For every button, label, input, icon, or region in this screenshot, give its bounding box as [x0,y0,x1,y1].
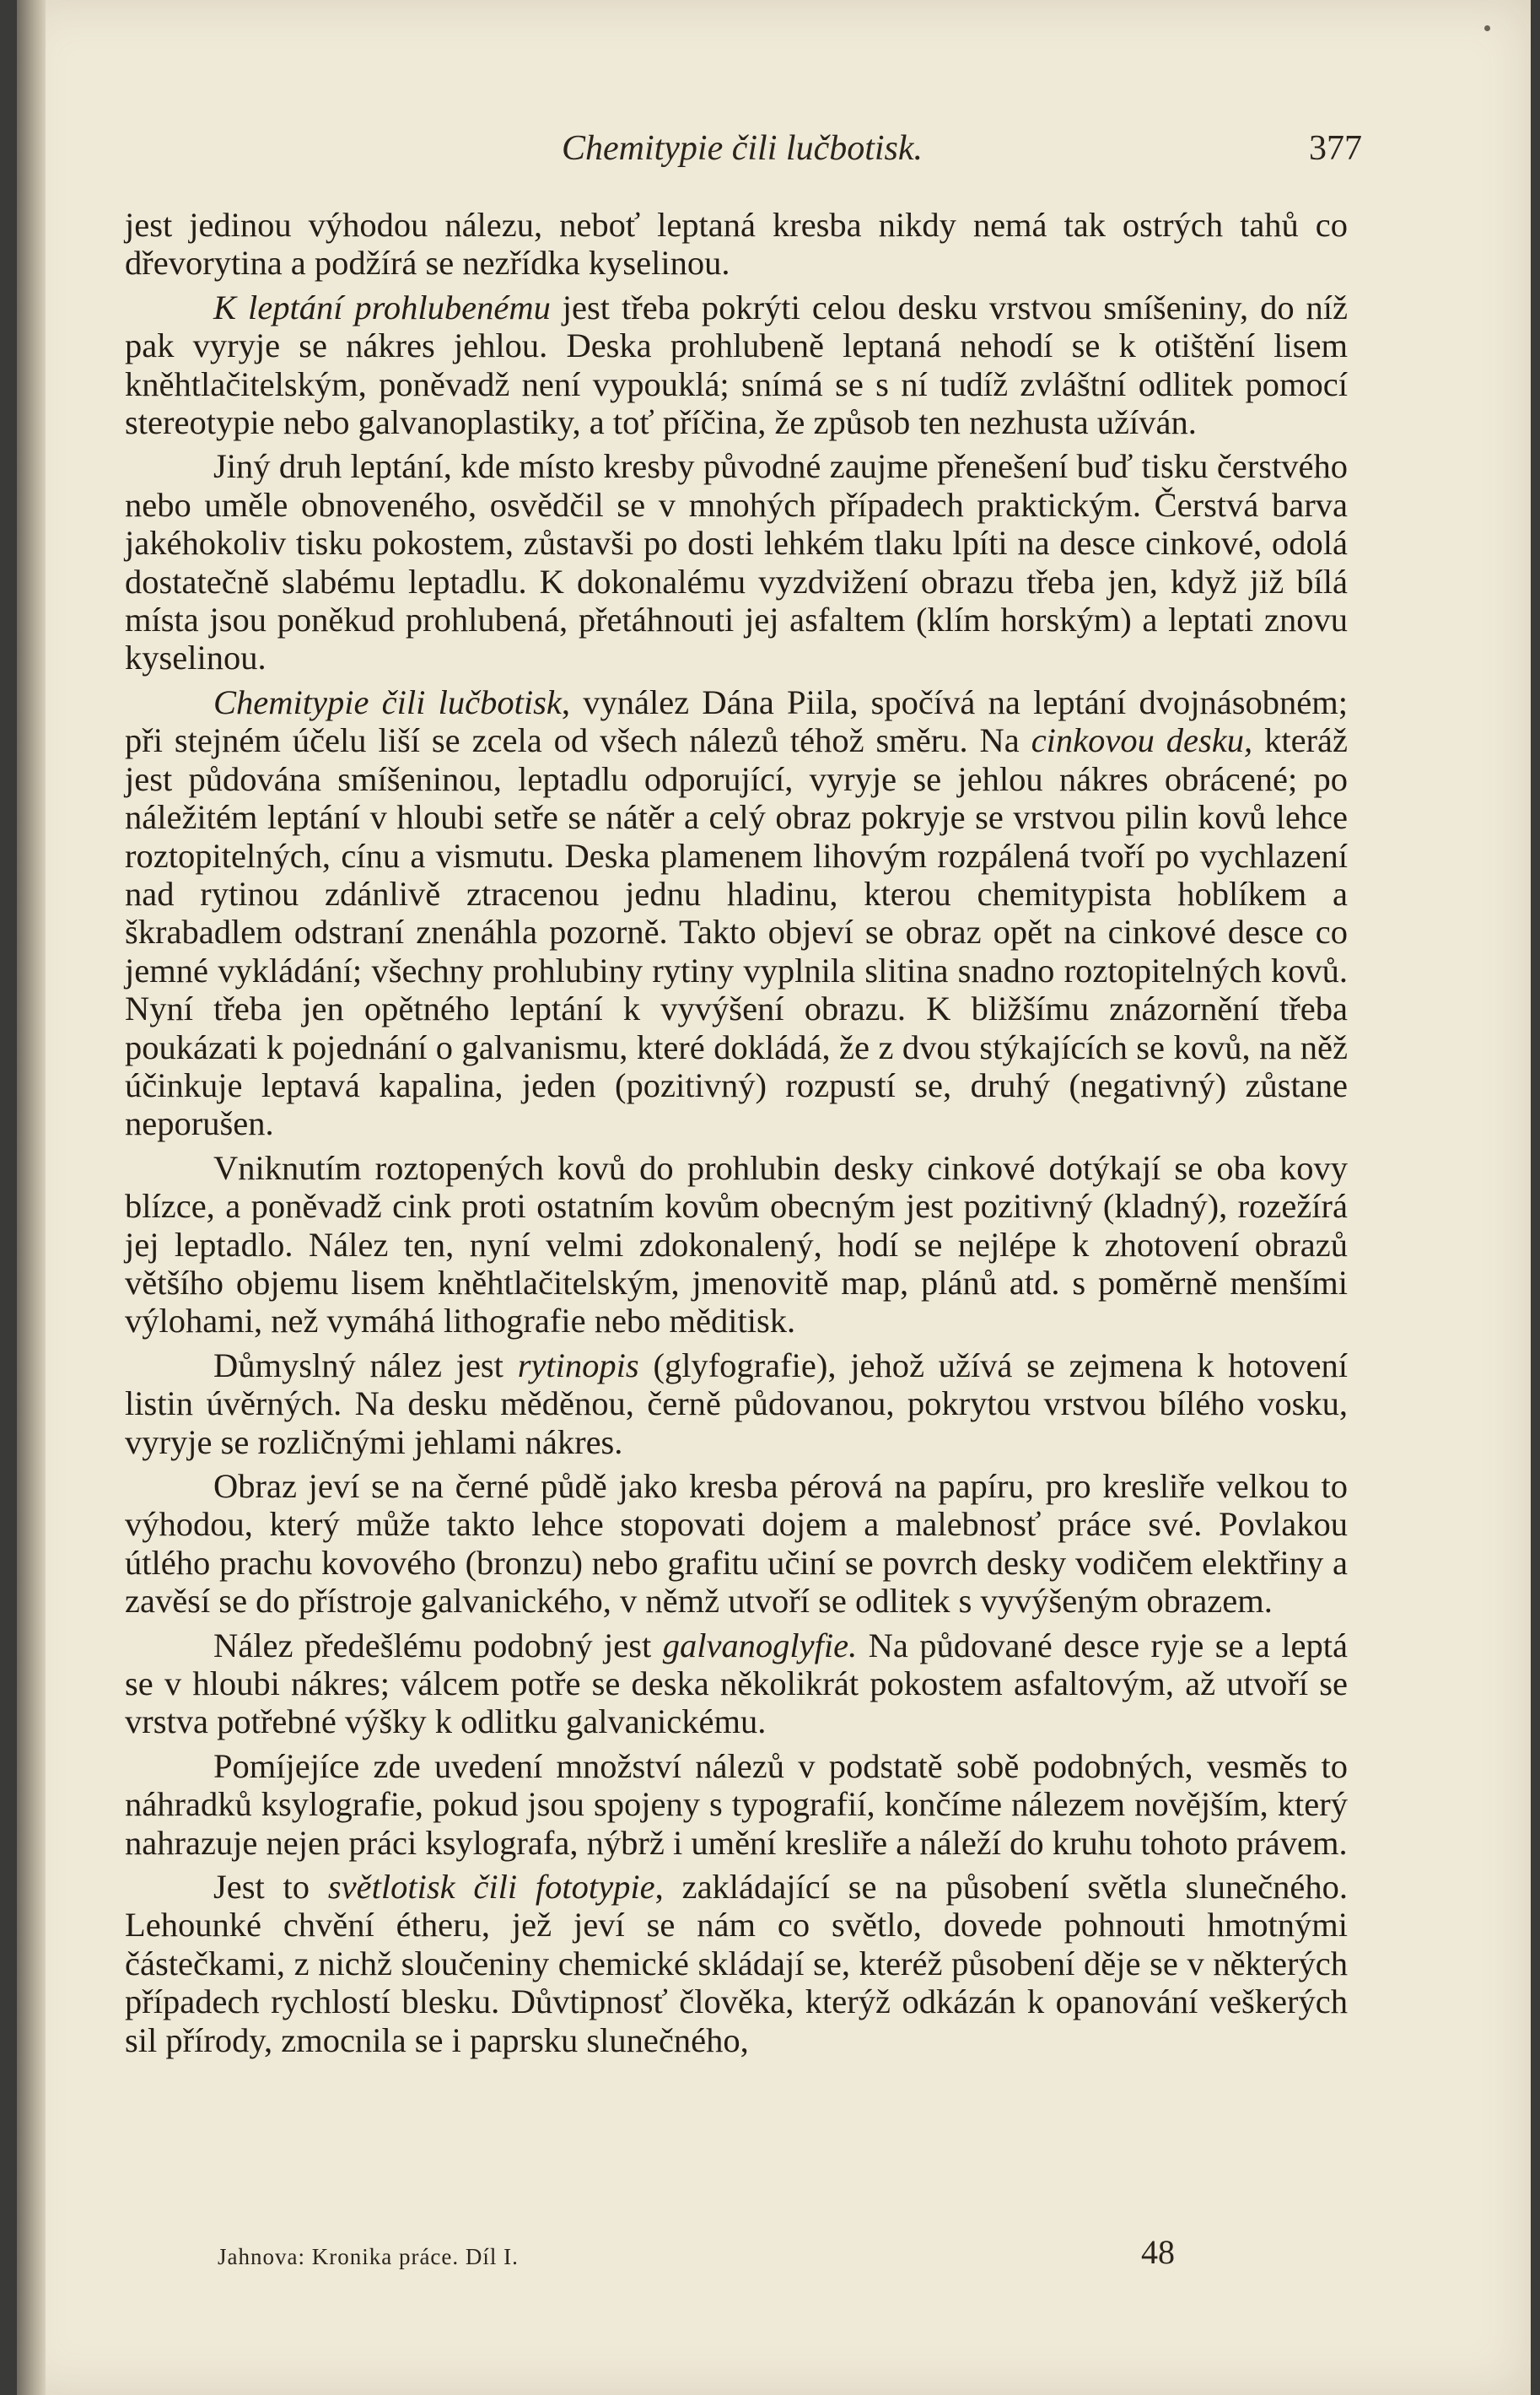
text-run: Jest to [213,1868,328,1907]
text-run: Na půdované desce ryje se a leptá se v hloubi nákres; válcem potře se deska několikrát pokostem asfaltovým, až utvoří se vrstva potřebné výšky k odlitku galvanickému. [125,1626,1349,1741]
binding-gutter [17,0,46,2395]
text-run: jest třeba pokrýti celou desku vrstvou smíšeniny, do níž pak vyryje se nákres jehlou. Deska prohlubeně leptaná nehodí se k otištění lisem kněhtlačitelským, poněvadž není vypouklá; snímá se s ní tudíž zvláštní odlitek pomocí stereotypie nebo galvanoplastiky, a toť příčina, že způsob ten nezhusta užíván. [125,288,1348,442]
signature-mark: 48 [1141,2233,1175,2271]
italic-term: rytinopis [517,1346,639,1384]
paragraph [125,1626,1348,1741]
text-run: Nález předešlému podobný jest [213,1626,663,1664]
paragraph [125,289,1348,442]
body-text [125,206,1348,2065]
paragraph [125,1868,1348,2059]
text-run: kteráž jest půdována smíšeninou, leptadlu odporující, vyryje se jehlou nákres obrácené; po náležitém leptání v hloubi setře se nátěr a celý obraz pokryje se vrstvou pilin kovů lehce roztopitelných, cínu a vismutu. Deska plamenem lihovým rozpálená tvoří po vychlazení nad rytinou zdánlivě ztracenou jednu hladinu, kterou chemitypista hoblíkem a škrabadlem odstraní znenáhla pozorně. Takto objeví se obraz opět na cinkové desce co jemné vykládání; všechny prohlubiny rytiny vyplnila slitina snadno roztopitelných kovů. Nyní třeba jen opětného leptání k vyvýšení obrazu. K bližšímu znázornění třeba poukázati k pojednání o galvanismu, které dokládá, že z dvou stýkajících se kovů, na něž účinkuje leptavá kapalina, jeden (pozitivný) rozpustí se, druhý (negativný) zůstane neporušen. [125,721,1348,1143]
text-run: jest jedinou výhodou nálezu, neboť leptaná kresba nikdy nemá tak ostrých tahů co dřevorytina a podžírá se nezřídka kyselinou. [125,206,1348,283]
paragraph [125,1467,1348,1621]
italic-term: Chemitypie čili lučbotisk [213,682,562,721]
paragraph [125,206,1348,283]
italic-term: cinkovou desku, [1031,721,1253,760]
paragraph [125,683,1348,1143]
running-title: Chemitypie čili lučbotisk. [561,129,923,168]
paragraph [125,1747,1348,1862]
book-page [17,0,1531,2395]
italic-term: světlotisk čili fototypie [327,1868,655,1907]
text-run: Vniknutím roztopených kovů do prohlubin desky cinkové dotýkají se oba kovy blízce, a poněvadž cink proti ostatním kovům obecným jest pozitivný (kladný), rozežírá jej leptadlo. Nález ten, nyní velmi zdokonalený, hodí se nejlépe k zhotovení obrazů většího objemu lisem kněhtlačitelským, jmenovitě map, plánů atd. s poměrně menšími výlohami, než vymáhá lithografie nebo měditisk. [125,1148,1348,1340]
text-run: Důmyslný nález jest [213,1346,518,1384]
text-run: Obraz jeví se na černé půdě jako kresba pérová na papíru, pro kresliře velkou to výhodou, který může takto lehce stopovati dojem a malebnosť práce své. Povlakou útlého prachu kovového (bronzu) nebo grafitu učiní se povrch desky vodičem elektřiny a zavěsí se do přístroje galvanického, v němž utvoří se odlitek s vyvýšeným obrazem. [125,1467,1348,1621]
text-run: Pomíjejíce zde uvedení množství nálezů v podstatě sobě podobných, vesměs to náhradků ksylografie, pokud jsou spojeny s typografií, končíme nálezem novějším, který nahrazuje nejen práci ksylografa, nýbrž i umění kresliře a náleží do kruhu tohoto právem. [125,1746,1348,1862]
italic-term: K leptání prohlubenému [213,288,551,326]
paper-fleck [1484,25,1490,31]
text-run: , zakládající se na působení světla slunečného. Lehounké chvění étheru, jež jeví se nám co světlo, dovede pohnouti hmotnými částečkami, z nichž sloučeniny chemické skládají se, kteréž působení děje se v některých případech rychlostí blesku. Důvtipnosť člověka, kterýž odkázán k opanování veškerých sil přírody, zmocnila se i paprsku slunečného, [125,1868,1349,2059]
page-header [122,128,1362,179]
text-run: (glyfografie), jehož užívá se zejmena k hotovení listin úvěrných. Na desku měděnou, černě půdovanou, pokrytou vrstvou bílého vosku, vyryje se rozličnými jehlami nákres. [125,1346,1348,1461]
text-run: , vynález Dána Piila, spočívá na leptání dvojnásobném; při stejném účelu liší se zcela od všech nálezů téhož směru. Na [125,682,1348,760]
page-footer [218,2232,1348,2283]
footer-reference: Jahnova: Kronika práce. Díl I. [218,2244,519,2269]
italic-term: galvanoglyfie. [662,1626,858,1664]
paragraph [125,1149,1348,1340]
page-number: 377 [1309,129,1362,168]
paragraph [125,447,1348,677]
text-run: Jiný druh leptání, kde místo kresby původné zaujme přenešení buď tisku čerstvého nebo uměle obnoveného, osvědčil se v mnohých případech praktickým. Čerstvá barva jakéhokoliv tisku pokostem, zůstavši po dosti lehkém tlaku lpíti na desce cinkové, odolá dostatečně slabému leptadlu. K dokonalému vyzdvižení obrazu třeba jen, když již bílá místa jsou poněkud prohlubená, přetáhnouti jej asfaltem (klím horským) a leptati znovu kyselinou. [125,447,1348,677]
paragraph [125,1346,1348,1461]
